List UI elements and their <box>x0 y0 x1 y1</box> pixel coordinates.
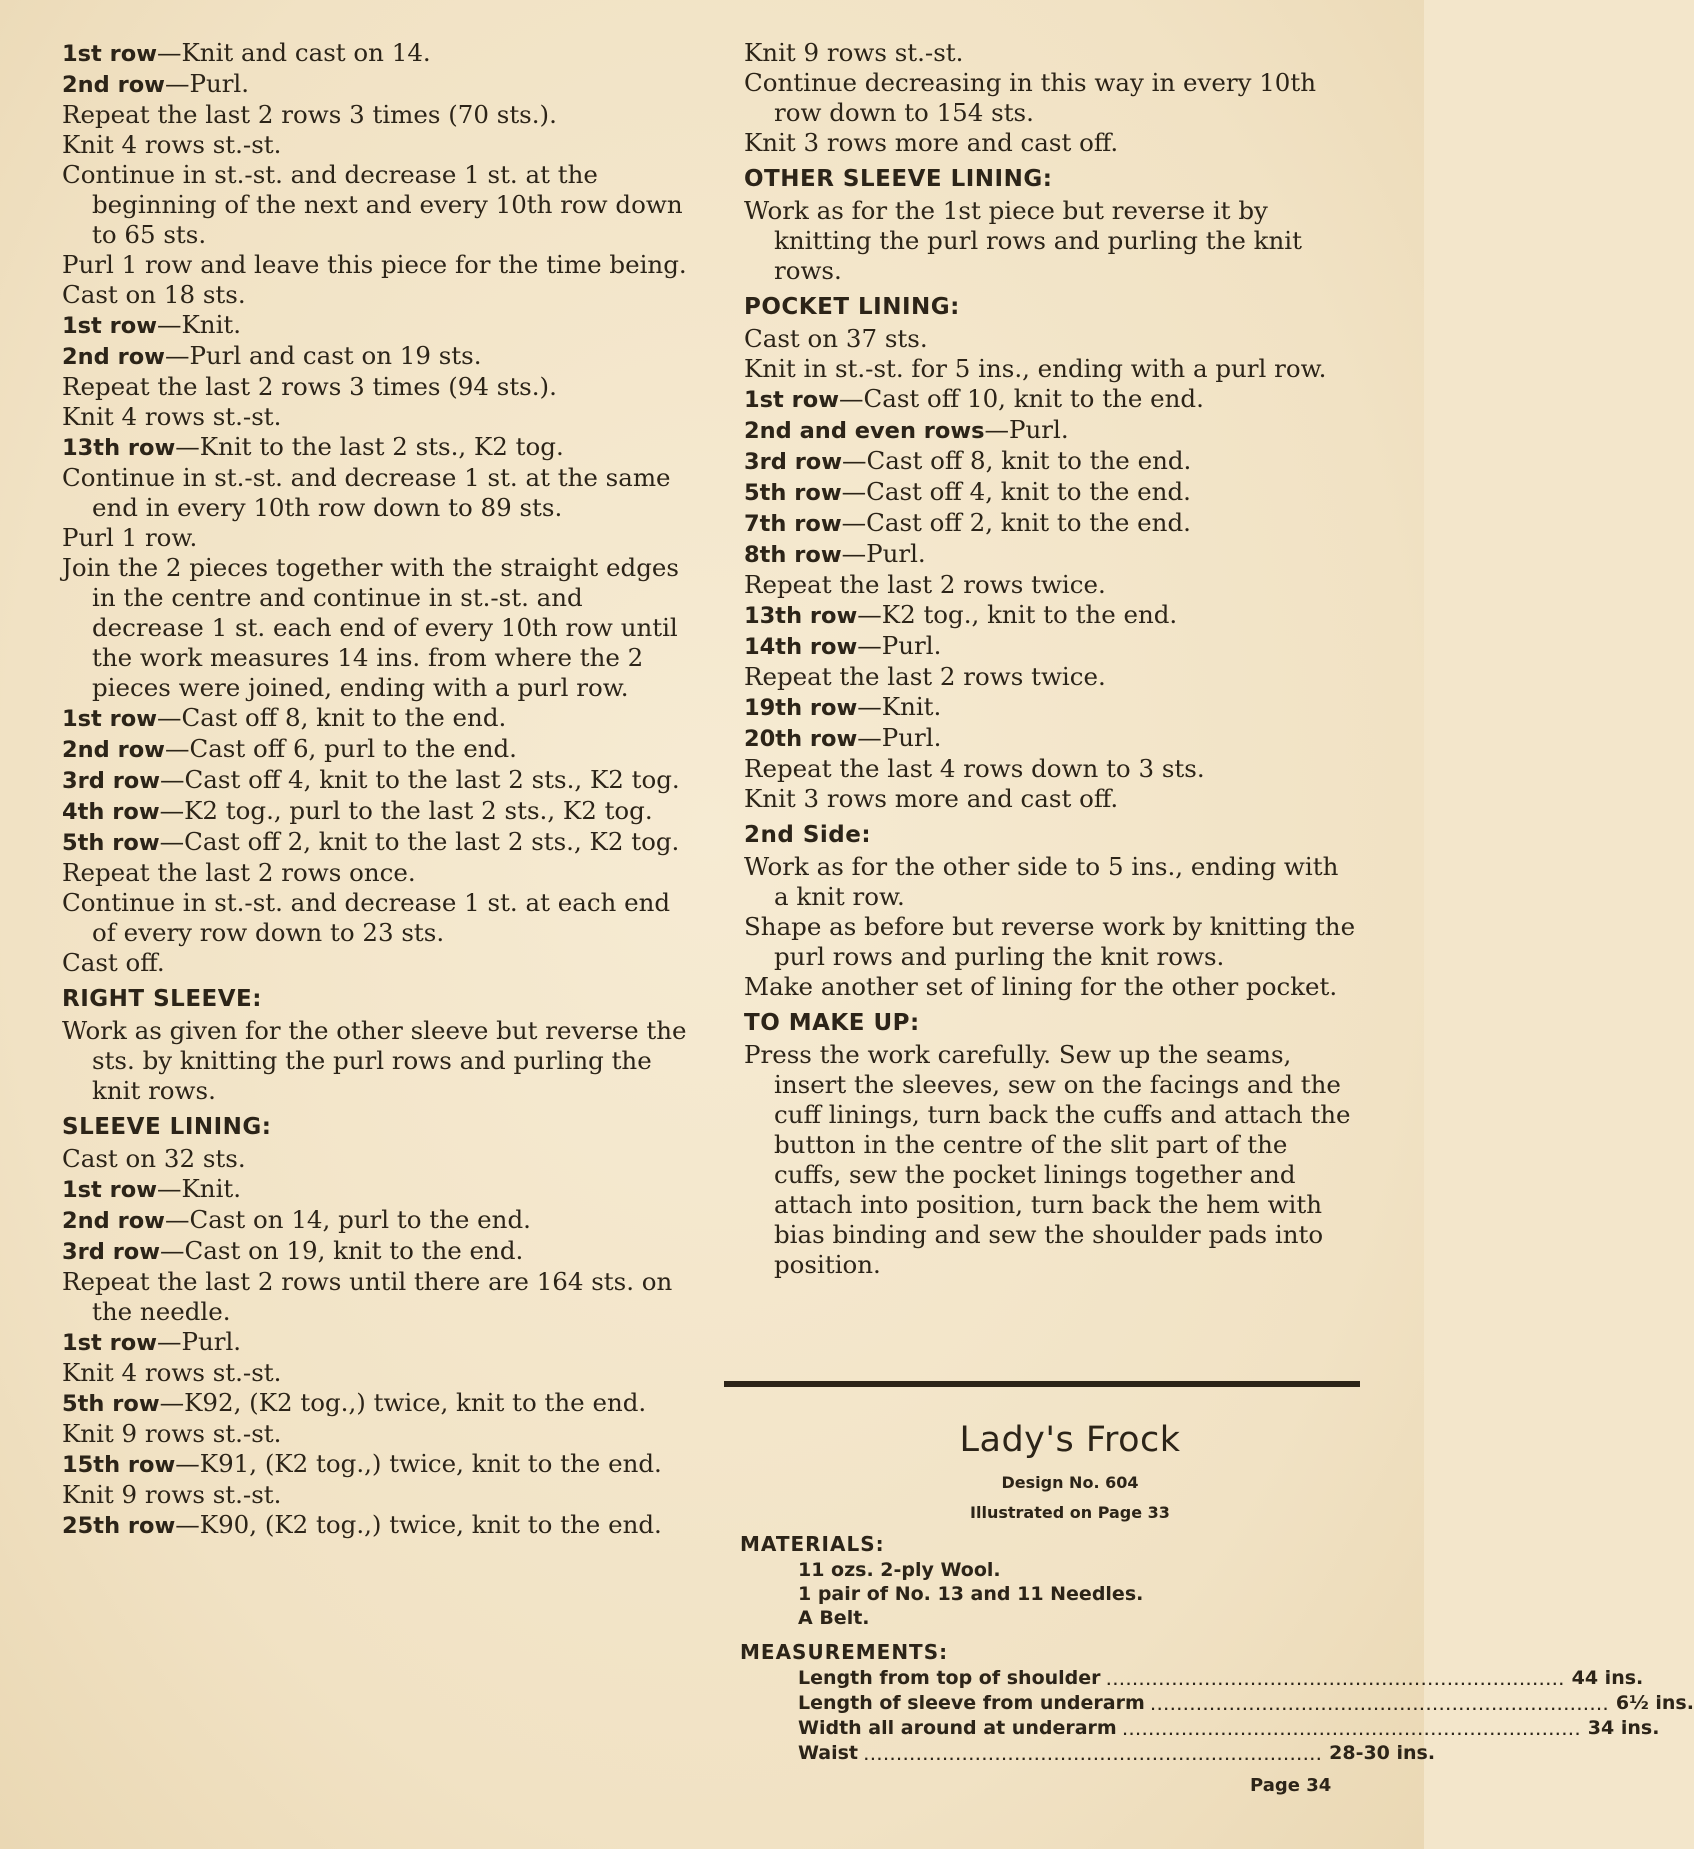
instruction-line <box>62 463 688 523</box>
right-column <box>744 38 1356 1280</box>
instruction-text: Knit 9 rows st.-st. <box>62 1419 282 1448</box>
instruction-line <box>62 38 688 69</box>
instruction-line <box>62 1388 688 1419</box>
instruction-line <box>744 852 1356 912</box>
instruction-text: Make another set of lining for the other pocket. <box>744 972 1338 1001</box>
leader-dots: ...................................................................... <box>1150 1699 1610 1713</box>
section-heading: OTHER SLEEVE LINING: <box>744 166 1053 192</box>
measurement-row <box>740 1691 1694 1716</box>
instruction-line <box>62 160 688 250</box>
instruction-text: —K2 tog., knit to the end. <box>857 600 1178 629</box>
instruction-line <box>62 310 688 341</box>
measurement-value: 28-30 ins. <box>1329 1742 1436 1764</box>
instruction-line <box>744 723 1356 754</box>
instruction-text: —K91, (K2 tog.,) twice, knit to the end. <box>175 1449 662 1478</box>
row-label: 2nd row <box>62 1208 165 1234</box>
instruction-text: —Purl. <box>984 415 1069 444</box>
instruction-text: Purl 1 row and leave this piece for the time being. <box>62 250 687 279</box>
row-label: 1st row <box>62 41 157 67</box>
instruction-text: Knit 3 rows more and cast off. <box>744 128 1119 157</box>
instruction-text: Continue in st.-st. and decrease 1 st. at the beginning of the next and every 10th row down to 65 sts. <box>62 160 683 249</box>
material-item: A Belt. <box>798 1607 870 1629</box>
instruction-text: —Cast off 8, knit to the end. <box>156 703 507 732</box>
row-label: 2nd row <box>62 344 165 370</box>
instruction-text: Repeat the last 4 rows down to 3 sts. <box>744 754 1205 783</box>
illustrated-note: Illustrated on Page 33 <box>970 1503 1170 1522</box>
row-label: 4th row <box>62 799 160 825</box>
instruction-text: Knit 9 rows st.-st. <box>744 38 964 67</box>
instruction-text: Work as given for the other sleeve but reverse the sts. by knitting the purl rows and purling the knit rows. <box>62 1016 687 1105</box>
instruction-line <box>744 196 1356 286</box>
instruction-text: Continue in st.-st. and decrease 1 st. at each end of every row down to 23 sts. <box>62 888 671 947</box>
instruction-text: Work as for the other side to 5 ins., ending with a knit row. <box>744 852 1339 911</box>
instruction-line <box>62 948 688 978</box>
leader-dots: ...................................................................... <box>1106 1674 1566 1688</box>
section-heading: RIGHT SLEEVE: <box>62 986 262 1012</box>
instruction-line <box>62 1205 688 1236</box>
instruction-text: Cast off. <box>62 948 165 977</box>
row-label: 1st row <box>62 706 157 732</box>
instruction-text: Knit 9 rows st.-st. <box>62 1480 282 1509</box>
instruction-text: Cast on 18 sts. <box>62 280 246 309</box>
instruction-text: Repeat the last 2 rows once. <box>62 858 416 887</box>
instruction-text: Repeat the last 2 rows 3 times (70 sts.). <box>62 100 557 129</box>
instruction-text: —Cast off 6, purl to the end. <box>164 734 517 763</box>
instruction-line <box>62 796 688 827</box>
instruction-line <box>62 1449 688 1480</box>
row-label: 1st row <box>62 313 157 339</box>
materials-heading: MATERIALS: <box>740 1532 885 1556</box>
instruction-text: —Knit to the last 2 sts., K2 tog. <box>175 432 564 461</box>
row-label: 2nd row <box>62 72 165 98</box>
instruction-line <box>744 1040 1356 1280</box>
instruction-line <box>62 372 688 402</box>
section-divider <box>724 1381 1360 1387</box>
instruction-line <box>744 972 1356 1002</box>
instruction-text: Repeat the last 2 rows until there are 164 sts. on the needle. <box>62 1267 673 1326</box>
measurement-label: Length of sleeve from underarm <box>798 1692 1145 1714</box>
instruction-line <box>62 888 688 948</box>
instruction-line <box>744 38 1356 68</box>
instruction-line <box>62 100 688 130</box>
row-label: 3rd row <box>62 1239 161 1265</box>
measurement-label: Width all around at underarm <box>798 1717 1117 1739</box>
material-item: 1 pair of No. 13 and 11 Needles. <box>798 1583 1144 1605</box>
instruction-text: —Cast off 4, knit to the last 2 sts., K2 tog. <box>160 765 680 794</box>
instruction-text: —Cast off 10, knit to the end. <box>838 384 1204 413</box>
row-label: 25th row <box>62 1513 176 1539</box>
leader-dots: ...................................................................... <box>864 1749 1324 1763</box>
row-label: 1st row <box>744 387 839 413</box>
instruction-line <box>62 69 688 100</box>
instruction-text: —Cast off 4, knit to the end. <box>841 477 1191 506</box>
row-label: 5th row <box>62 830 160 856</box>
instruction-text: Join the 2 pieces together with the straight edges in the centre and continue in st.-st. and decrease 1 st. each end of every 10th row until the work measures 14 ins. from where the 2 pieces were joined, ending with a purl row. <box>62 553 679 702</box>
row-label: 3rd row <box>62 768 161 794</box>
instruction-line <box>62 402 688 432</box>
instruction-line <box>62 1236 688 1267</box>
instruction-text: —K90, (K2 tog.,) twice, knit to the end. <box>175 1510 662 1539</box>
row-label: 7th row <box>744 511 842 537</box>
instruction-text: —Purl. <box>164 69 250 98</box>
instruction-line <box>62 734 688 765</box>
row-label: 13th row <box>744 603 858 629</box>
instruction-line <box>62 432 688 463</box>
row-label: 3rd row <box>744 449 843 475</box>
instruction-text: Cast on 37 sts. <box>744 324 928 353</box>
instruction-line <box>744 600 1356 631</box>
instruction-text: —K2 tog., purl to the last 2 sts., K2 tog. <box>159 796 653 825</box>
instruction-line <box>744 570 1356 600</box>
measurement-row <box>740 1741 1436 1766</box>
instruction-text: Knit 4 rows st.-st. <box>62 1358 282 1387</box>
instruction-text: —Knit. <box>857 692 942 721</box>
row-label: 8th row <box>744 542 842 568</box>
measurement-label: Length from top of shoulder <box>798 1667 1101 1689</box>
instruction-line <box>744 662 1356 692</box>
instruction-line <box>744 446 1356 477</box>
page-number: Page 34 <box>1250 1775 1332 1796</box>
instruction-text: —Purl. <box>857 723 942 752</box>
instruction-text: Knit 4 rows st.-st. <box>62 130 282 159</box>
row-label: 2nd row <box>62 737 165 763</box>
instruction-line <box>62 827 688 858</box>
measurement-row <box>740 1716 1660 1741</box>
row-label: 5th row <box>744 480 842 506</box>
instruction-text: Repeat the last 2 rows twice. <box>744 570 1106 599</box>
instruction-line <box>62 250 688 280</box>
instruction-line <box>62 1327 688 1358</box>
measurement-value: 6½ ins. <box>1615 1692 1694 1714</box>
ladys-frock-section <box>740 1420 1694 1766</box>
section-heading: SLEEVE LINING: <box>62 1114 272 1140</box>
instruction-text: Purl 1 row. <box>62 523 198 552</box>
instruction-line <box>62 553 688 703</box>
instruction-line <box>744 508 1356 539</box>
row-label: 15th row <box>62 1452 176 1478</box>
instruction-line <box>62 858 688 888</box>
instruction-line <box>62 523 688 553</box>
instruction-text: —Purl and cast on 19 sts. <box>164 341 482 370</box>
instruction-line <box>62 1358 688 1388</box>
instruction-line <box>62 280 688 310</box>
instruction-line <box>744 415 1356 446</box>
section-heading: POCKET LINING: <box>744 294 960 320</box>
instruction-text: —K92, (K2 tog.,) twice, knit to the end. <box>159 1388 647 1417</box>
instruction-line <box>62 703 688 734</box>
instruction-line <box>744 477 1356 508</box>
instruction-text: Knit in st.-st. for 5 ins., ending with a purl row. <box>744 354 1327 383</box>
row-label: 13th row <box>62 435 176 461</box>
section-heading: 2nd Side: <box>744 822 872 848</box>
instruction-text: Repeat the last 2 rows 3 times (94 sts.). <box>62 372 557 401</box>
instruction-text: Knit 3 rows more and cast off. <box>744 784 1119 813</box>
measurement-value: 44 ins. <box>1571 1667 1644 1689</box>
instruction-line <box>744 754 1356 784</box>
row-label: 2nd and even rows <box>744 418 985 444</box>
instruction-text: Knit 4 rows st.-st. <box>62 402 282 431</box>
instruction-line <box>744 692 1356 723</box>
instruction-line <box>744 912 1356 972</box>
instruction-text: —Cast on 14, purl to the end. <box>164 1205 531 1234</box>
instruction-line <box>62 1267 688 1327</box>
material-item: 11 ozs. 2-ply Wool. <box>798 1559 1001 1581</box>
row-label: 19th row <box>744 695 858 721</box>
instruction-text: —Cast off 2, knit to the last 2 sts., K2 tog. <box>159 827 680 856</box>
measurement-label: Waist <box>798 1742 859 1764</box>
instruction-text: Cast on 32 sts. <box>62 1144 246 1173</box>
instruction-text: Shape as before but reverse work by knitting the purl rows and purling the knit rows. <box>744 912 1356 971</box>
section-heading: TO MAKE UP: <box>744 1010 920 1036</box>
left-column <box>62 38 688 1541</box>
instruction-text: Continue in st.-st. and decrease 1 st. at the same end in every 10th row down to 89 sts. <box>62 463 671 522</box>
row-label: 14th row <box>744 634 858 660</box>
row-label: 1st row <box>62 1177 157 1203</box>
instruction-line <box>62 1016 688 1106</box>
instruction-text: —Purl. <box>156 1327 242 1356</box>
instruction-line <box>744 128 1356 158</box>
instruction-text: Work as for the 1st piece but reverse it by knitting the purl rows and purling the knit rows. <box>744 196 1302 285</box>
instruction-line <box>62 130 688 160</box>
instruction-text: Continue decreasing in this way in every 10th row down to 154 sts. <box>744 68 1316 127</box>
measurements-heading: MEASUREMENTS: <box>740 1640 949 1664</box>
instruction-line <box>62 1480 688 1510</box>
instruction-text: —Cast off 8, knit to the end. <box>842 446 1192 475</box>
instruction-line <box>62 765 688 796</box>
instruction-line <box>744 68 1356 128</box>
instruction-line <box>744 324 1356 354</box>
row-label: 20th row <box>744 726 858 752</box>
instruction-line <box>744 631 1356 662</box>
instruction-text: —Purl. <box>857 631 942 660</box>
instruction-text: Repeat the last 2 rows twice. <box>744 662 1106 691</box>
instruction-line <box>62 1510 688 1541</box>
measurement-row <box>740 1666 1644 1691</box>
instruction-text: —Knit and cast on 14. <box>156 38 431 67</box>
row-label: 5th row <box>62 1391 160 1417</box>
instruction-line <box>744 384 1356 415</box>
instruction-text: —Cast off 2, knit to the end. <box>841 508 1191 537</box>
instruction-line <box>744 354 1356 384</box>
leader-dots: ...................................................................... <box>1122 1724 1582 1738</box>
frock-title: Lady's Frock <box>959 1420 1181 1460</box>
instruction-text: —Knit. <box>156 1174 242 1203</box>
instruction-line <box>62 1419 688 1449</box>
instruction-line <box>62 1144 688 1174</box>
instruction-text: —Cast on 19, knit to the end. <box>160 1236 524 1265</box>
instruction-line <box>62 341 688 372</box>
design-number: Design No. 604 <box>1001 1473 1139 1492</box>
instruction-line <box>62 1174 688 1205</box>
measurement-value: 34 ins. <box>1587 1717 1660 1739</box>
row-label: 1st row <box>62 1330 157 1356</box>
instruction-line <box>744 784 1356 814</box>
instruction-line <box>744 539 1356 570</box>
instruction-text: —Purl. <box>841 539 926 568</box>
instruction-text: Press the work carefully. Sew up the seams, insert the sleeves, sew on the facings and the cuff linings, turn back the cuffs and attach the button in the centre of the slit part of the cuffs, sew the pocket linings together and attach into position, turn back the hem with bias binding and sew the shoulder pads into position. <box>744 1040 1351 1279</box>
instruction-text: —Knit. <box>156 310 242 339</box>
